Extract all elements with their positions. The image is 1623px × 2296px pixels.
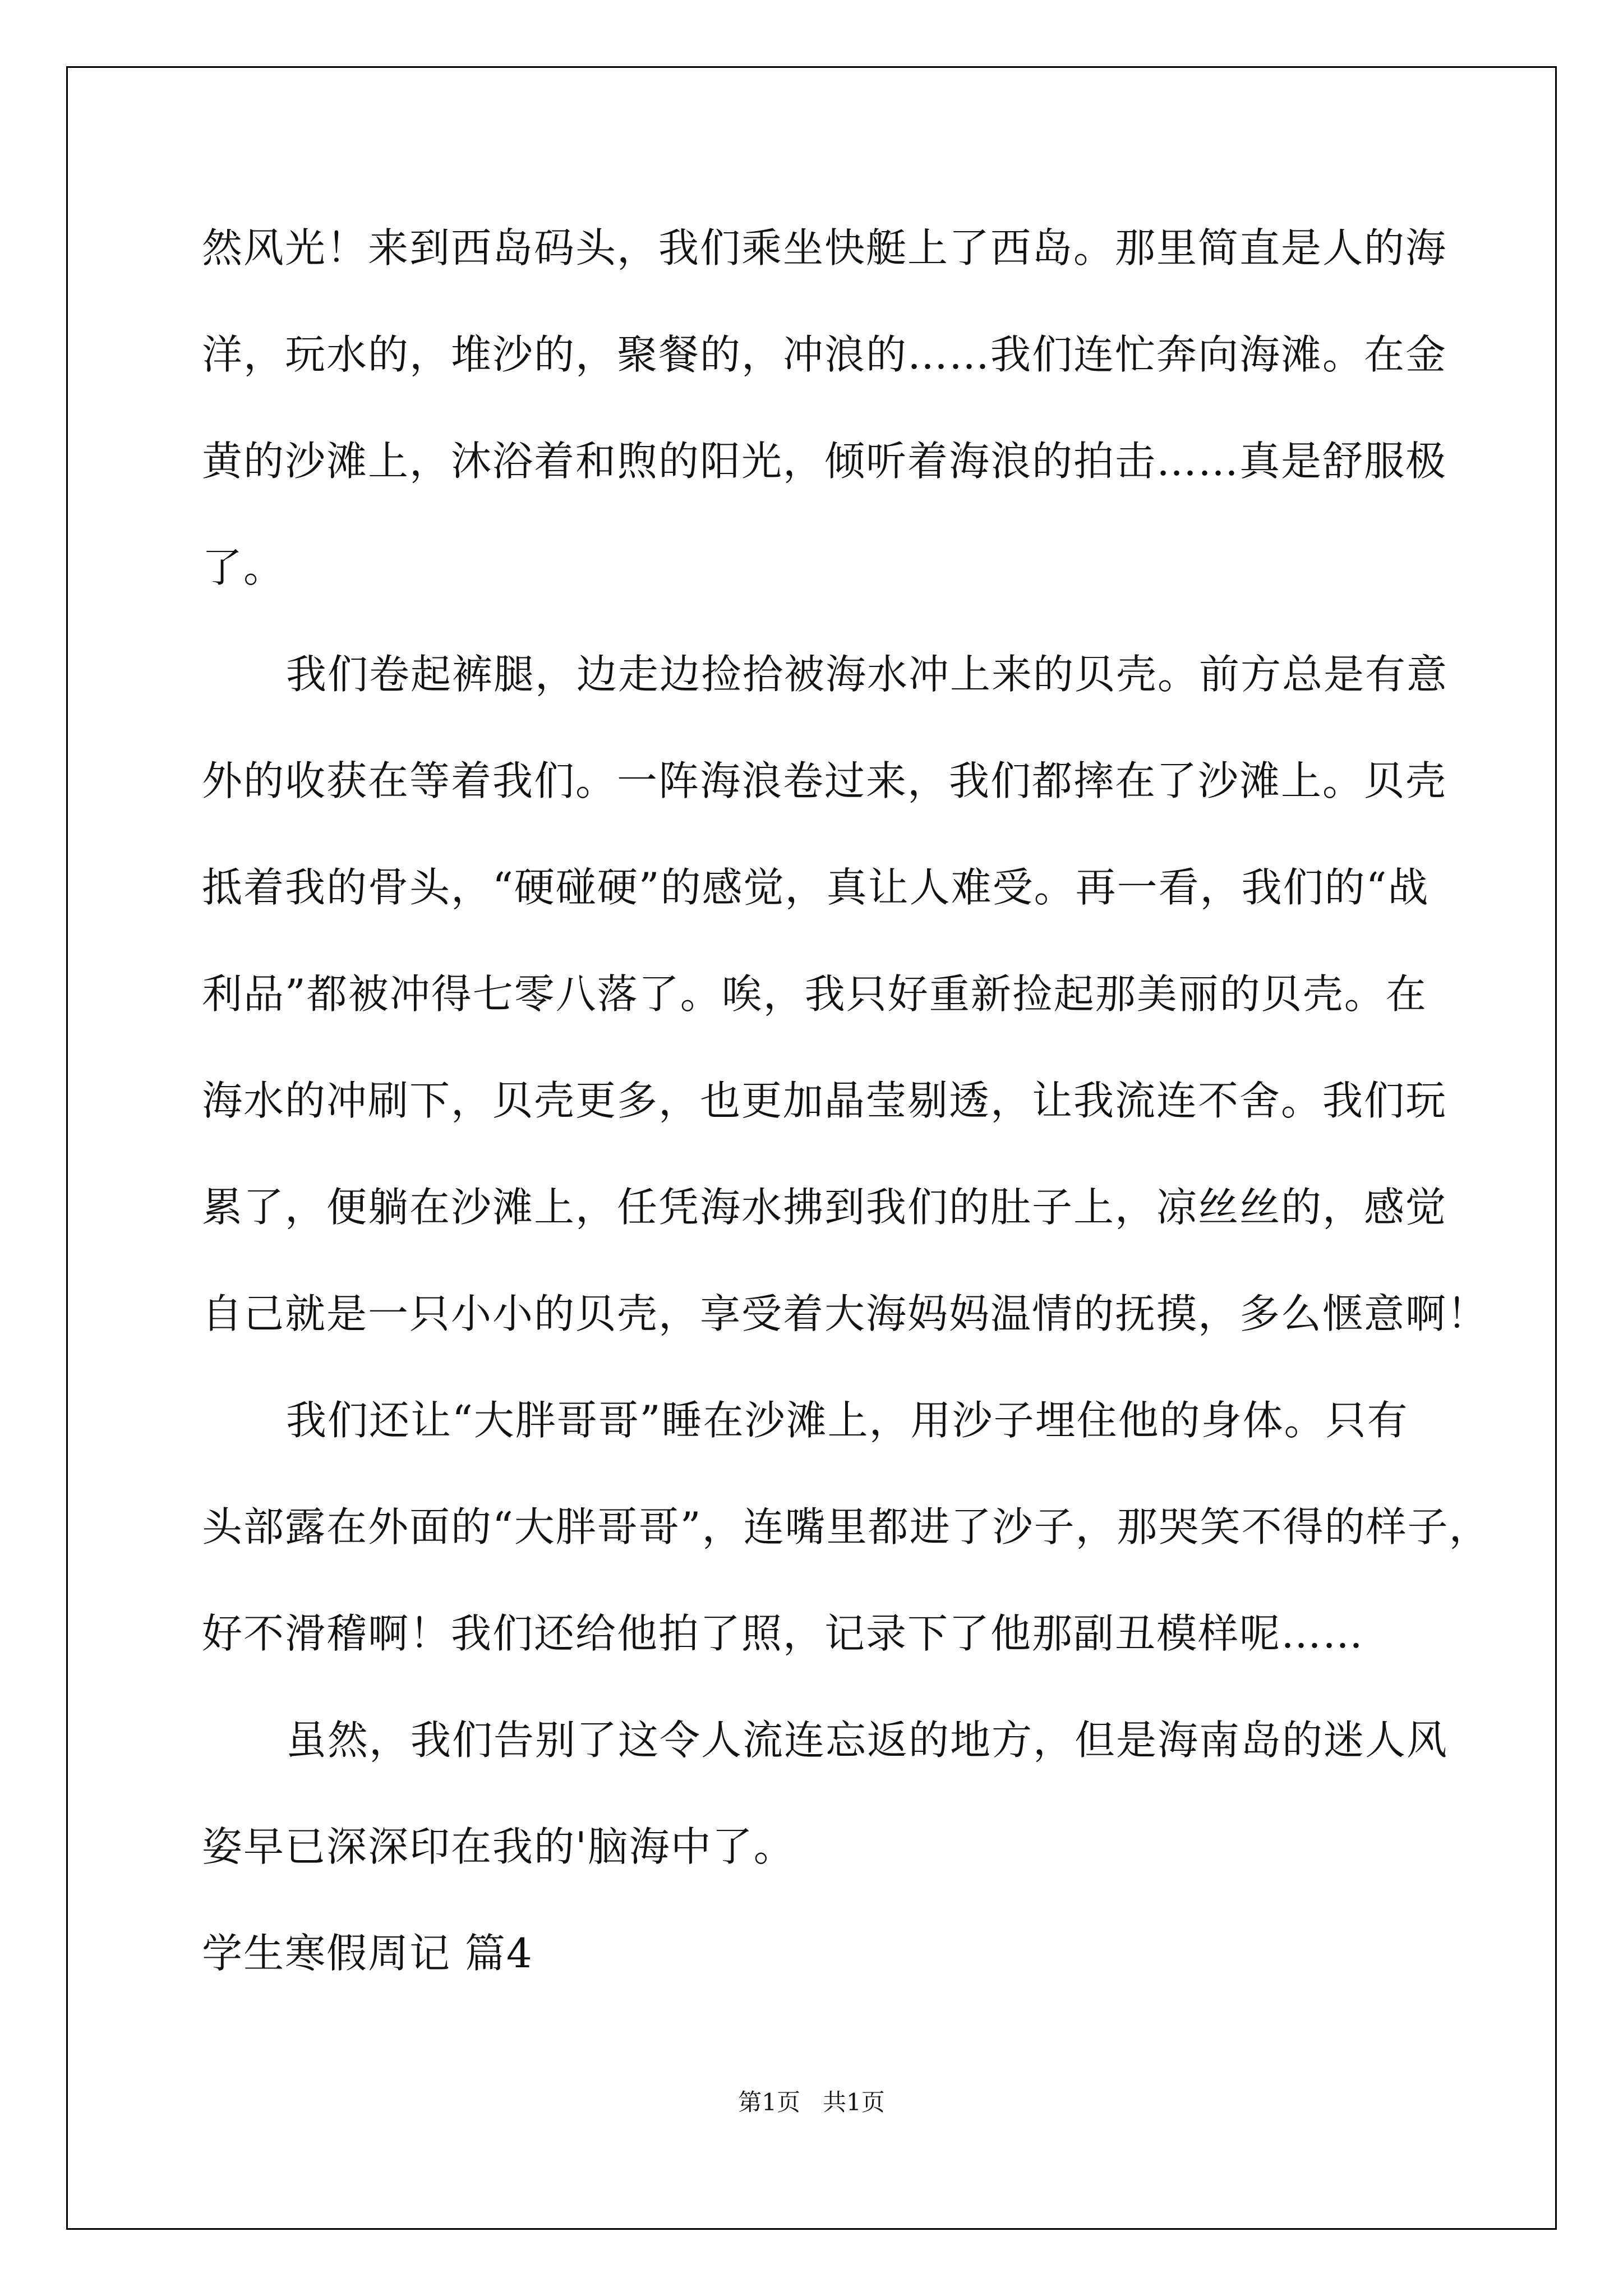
text-line: 我们卷起裤腿，边走边捡拾被海水冲上来的贝壳。前方总是有意 bbox=[286, 651, 1449, 698]
text-line: 了。 bbox=[202, 544, 285, 591]
section-heading: 学生寒假周记 篇4 bbox=[202, 1930, 533, 1977]
text-line: 然风光！来到西岛码头，我们乘坐快艇上了西岛。那里简直是人的海 bbox=[202, 224, 1447, 272]
text-line: 虽然，我们告别了这令人流连忘返的地方，但是海南岛的迷人风 bbox=[286, 1717, 1449, 1764]
text-line: 头部露在外面的“大胖哥哥”，连嘴里都进了沙子，那哭笑不得的样子， bbox=[202, 1503, 1491, 1550]
text-line: 我们还让“大胖哥哥”睡在沙滩上，用沙子埋住他的身体。只有 bbox=[286, 1397, 1409, 1444]
text-line: 累了，便躺在沙滩上，任凭海水拂到我们的肚子上，凉丝丝的，感觉 bbox=[202, 1184, 1447, 1231]
document-body bbox=[202, 195, 1491, 2007]
text-line: 自己就是一只小小的贝壳，享受着大海妈妈温情的抚摸，多么惬意啊！ bbox=[202, 1290, 1489, 1337]
text-line: 海水的冲刷下，贝壳更多，也更加晶莹剔透，让我流连不舍。我们玩 bbox=[202, 1077, 1447, 1124]
text-line: 黄的沙滩上，沐浴着和煦的阳光，倾听着海浪的拍击……真是舒服极 bbox=[202, 438, 1447, 485]
text-line: 好不滑稽啊！我们还给他拍了照，记录下了他那副丑模样呢…… bbox=[202, 1610, 1364, 1657]
text-line: 姿早已深深印在我的'脑海中了。 bbox=[202, 1823, 795, 1870]
text-line: 利品”都被冲得七零八落了。唉，我只好重新捡起那美丽的贝壳。在 bbox=[202, 970, 1427, 1018]
page-footer: 第1页 共1页 bbox=[738, 2088, 885, 2116]
text-line: 洋，玩水的，堆沙的，聚餐的，冲浪的……我们连忙奔向海滩。在金 bbox=[202, 331, 1447, 378]
text-line: 抵着我的骨头，“硬碰硬”的感觉，真让人难受。再一看，我们的“战 bbox=[202, 864, 1430, 911]
text-line: 外的收获在等着我们。一阵海浪卷过来，我们都摔在了沙滩上。贝壳 bbox=[202, 757, 1447, 804]
